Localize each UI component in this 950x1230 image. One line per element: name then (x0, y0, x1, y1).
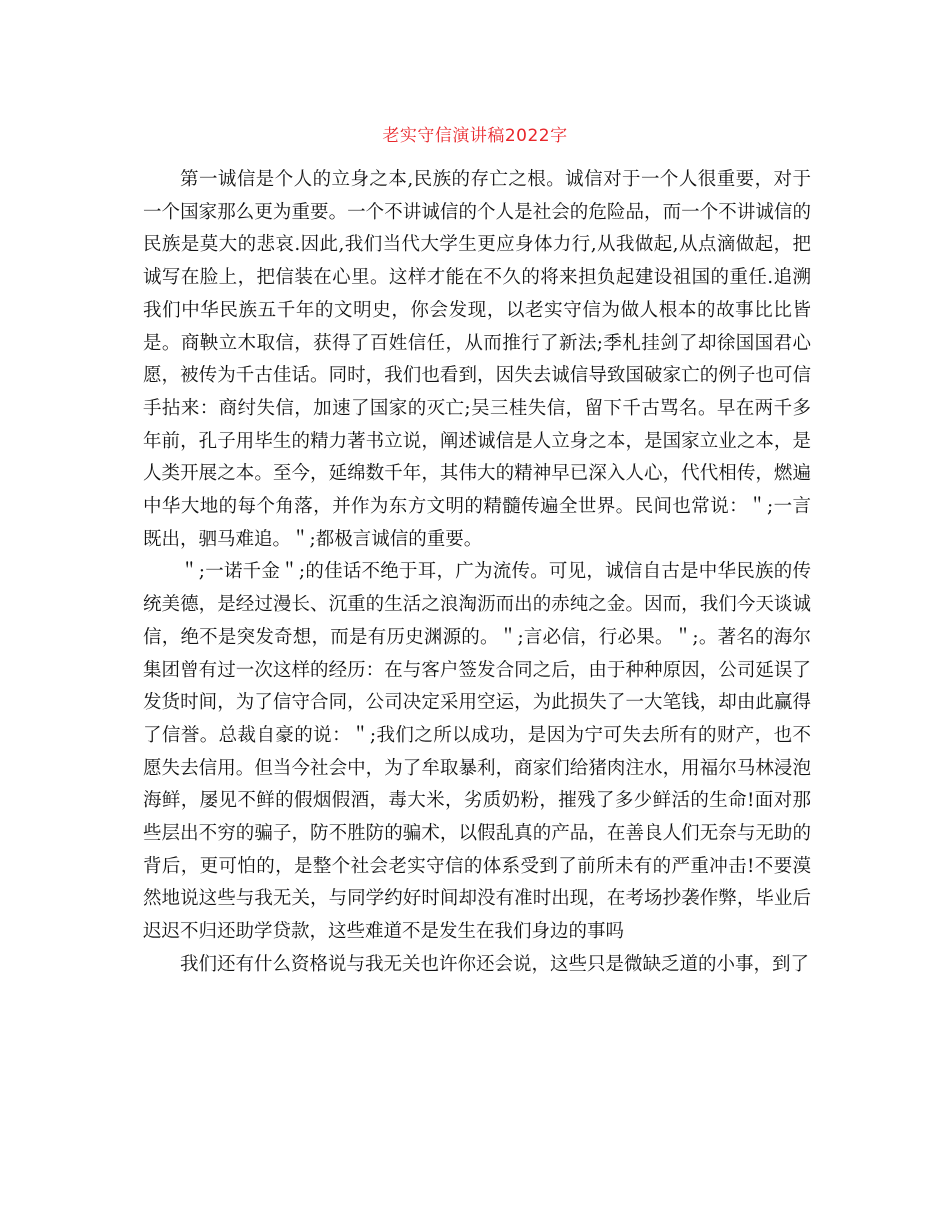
paragraph-2: ＂;一诺千金＂;的佳话不绝于耳，广为流传。可见，诚信自古是中华民族的传统美德，是经过漫长、沉重的生活之浪淘沥而出的赤纯之金。因而，我们今天谈诚信，绝不是突发奇想，而是有历史渊源的。＂;言必信，行必果。＂;。著名的海尔集团曾有过一次这样的经历：在与客户签发合同之后，由于种种原因，公司延误了发货时间，为了信守合同，公司决定采用空运，为此损失了一大笔钱，却由此赢得了信誉。总裁自豪的说：＂;我们之所以成功，是因为宁可失去所有的财产，也不愿失去信用。但当今社会中，为了牟取暴利，商家们给猪肉注水，用福尔马林浸泡海鲜，屡见不鲜的假烟假酒，毒大米，劣质奶粉，摧残了多少鲜活的生命!面对那些层出不穷的骗子，防不胜防的骗术，以假乱真的产品，在善良人们无奈与无助的背后，更可怕的，是整个社会老实守信的体系受到了前所未有的严重冲击!不要漠然地说这些与我无关，与同学约好时间却没有准时出现，在考场抄袭作弊，毕业后迟迟不归还助学贷款，这些难道不是发生在我们身边的事吗 (143, 561, 811, 943)
document-title: 老实守信演讲稿2022字 (382, 126, 568, 146)
paragraph-3: 我们还有什么资格说与我无关也许你还会说，这些只是微缺乏道的小事，到了 (180, 953, 810, 975)
document-body (143, 164, 811, 982)
paragraph-1: 第一诚信是个人的立身之本,民族的存亡之根。诚信对于一个人很重要，对于一个国家那么更为重要。一个不讲诚信的个人是社会的危险品，而一个不讲诚信的民族是莫大的悲哀.因此,我们当代大学生更应身体力行,从我做起,从点滴做起，把诚写在脸上，把信装在心里。这样才能在不久的将来担负起建设祖国的重任.追溯我们中华民族五千年的文明史，你会发现，以老实守信为做人根本的故事比比皆是。商鞅立木取信，获得了百姓信任，从而推行了新法;季札挂剑了却徐国国君心愿，被传为千古佳话。同时，我们也看到，因失去诚信导致国破家亡的例子也可信手拈来：商纣失信，加速了国家的灭亡;吴三桂失信，留下千古骂名。早在两千多年前，孔子用毕生的精力著书立说，阐述诚信是人立身之本，是国家立业之本，是人类开展之本。至今，延绵数千年，其伟大的精神早已深入人心，代代相传，燃遍中华大地的每个角落，并作为东方文明的精髓传遍全世界。民间也常说：＂;一言既出，驷马难追。＂;都极言诚信的重要。 (143, 169, 811, 550)
